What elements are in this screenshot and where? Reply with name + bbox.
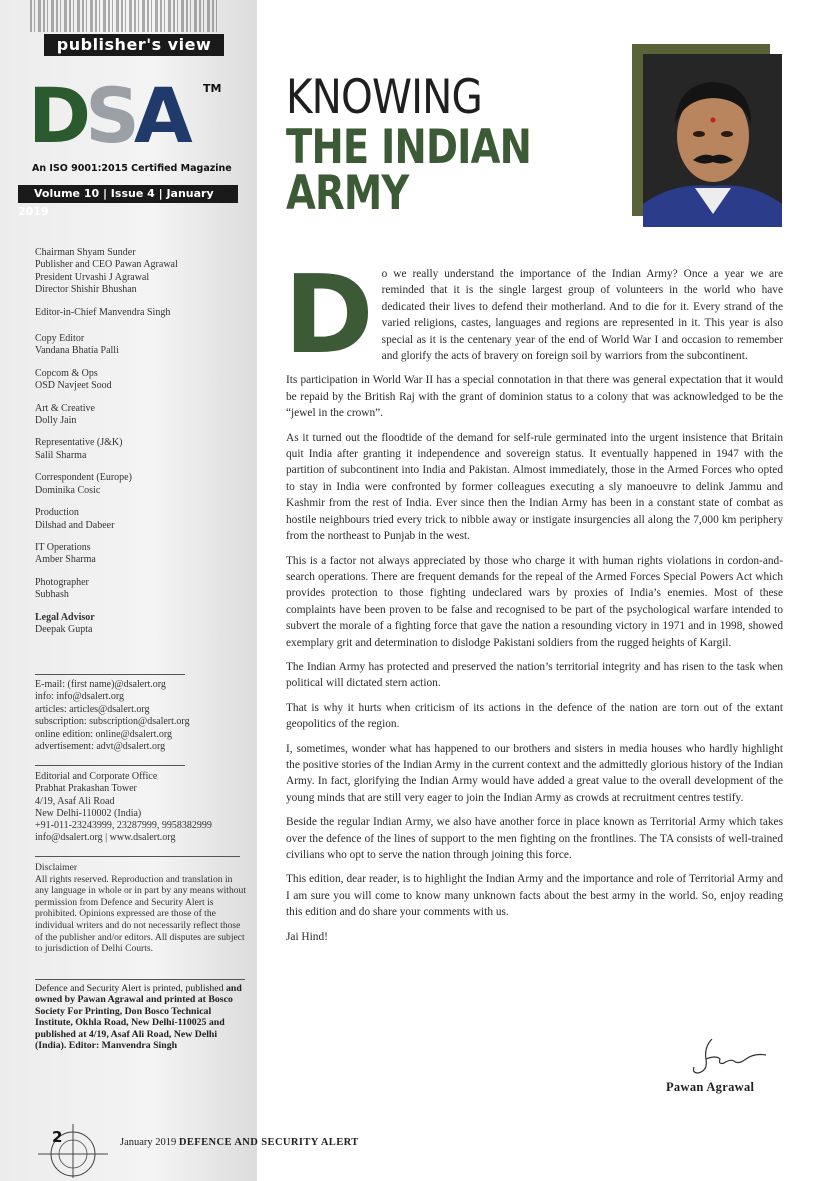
logo-letter-s: S xyxy=(85,71,134,160)
section-label: publisher's view xyxy=(44,34,224,56)
article-body xyxy=(284,253,783,953)
article-paragraph: I, sometimes, wonder what has happened to our brothers and sisters in media houses who hardly highlight the positive stories of the Indian Army in the current context and the admittedly glorious history of the Indian Army. In fact, glorifying the Indian Army would have added a great value to the overall development of the young minds that are still very eager to join the Indian Army as crowds at recruitment centres testify. xyxy=(286,742,783,804)
contact-list xyxy=(35,679,245,753)
role-name: Subhash xyxy=(35,589,69,601)
article-paragraph: Its participation in World War II has a special connotation in that there was general expectation that it would be repaid by the British Raj with the grant of dominion status to a colony that was acknowledged to be the “jewel in the crown”. xyxy=(286,374,783,420)
role-group xyxy=(35,472,235,497)
staff-line: Chairman Shyam Sunder xyxy=(35,247,136,258)
signature-mark xyxy=(690,1035,770,1077)
office-line: Editorial and Corporate Office xyxy=(35,771,158,782)
role-group xyxy=(35,333,235,358)
article-paragraph: This edition, dear reader, is to highlight the Indian Army and the importance and role of Territorial Army and I am sure you will come to know many unknown facts about the best army in the world. So, enjoy reading this edition and do share your comments with us. xyxy=(286,873,783,919)
role-title: Representative (J&K) xyxy=(35,437,123,449)
staff-line: Publisher and CEO Pawan Agrawal xyxy=(35,259,178,271)
role-title: Legal Advisor xyxy=(35,611,95,623)
role-title: Production xyxy=(35,507,79,519)
role-name: Deepak Gupta xyxy=(35,623,93,635)
article-title-line-2: THE INDIAN xyxy=(286,120,532,175)
staff-line: Director Shishir Bhushan xyxy=(35,284,137,296)
contact-line: info: info@dsalert.org xyxy=(35,691,125,703)
barcode xyxy=(30,0,220,32)
trademark-mark: TM xyxy=(203,82,222,95)
article-paragraph: Beside the regular Indian Army, we also have another force in place known as Territorial Army which takes over the defence of the lines of support to the men fighting on the frontlines. The TA consists of well-trained civilians who opt to serve the nation through joining this force. xyxy=(286,816,783,861)
role-title: Correspondent (Europe) xyxy=(35,472,132,484)
editor-group xyxy=(35,307,235,319)
office-line: Prabhat Prakashan Tower xyxy=(35,783,137,795)
contact-line: online edition: online@dsalert.org xyxy=(35,728,173,740)
role-name: Dominika Cosic xyxy=(35,484,101,496)
office-line: info@dsalert.org | www.dsalert.org xyxy=(35,832,176,844)
issue-bar: Volume 10 | Issue 4 | January 2019 xyxy=(18,185,238,203)
article-paragraph-text: o we really understand the importance of the Indian Army? Once a year we are reminded that it is the single largest group of volunteers in the world who have dedicated their lives to defend their motherland. And to die for it. Every strand of the varied religions, castes, languages and regions are represented in it. This year is also special as it is the centenary year of the end of World War I and occasion to remember and glorify the acts of bravery on foreign soil by warriors from the subcontinent. xyxy=(381,268,783,363)
print-credits-lead: Defence and Security Alert is printed, published xyxy=(35,983,224,994)
role-name: OSD Navjeet Sood xyxy=(35,380,112,392)
role-name: Amber Sharma xyxy=(35,554,96,566)
article-paragraph: This is a factor not always appreciated by those who charge it with human rights violations in cordon-and-search operations. There are frequent demands for the repeal of the Armed Forces Special Powers Act which provides protection to those fighting undeclared wars by proxies of India’s enemies. Most of these complaints have been proven to be false and recognised to be part of the psychological warfare intended to subvert the morale of a fighting force that gave the nation a resounding victory in 1971 and in 1998, showed exemplary grit and determination to dislodge Pakistani soldiers from the rugged heights of Kargil. xyxy=(286,554,783,649)
role-group xyxy=(35,437,235,462)
print-credits-bold: and owned by Pawan Agrawal and printed at Bosco Society For Printing, Don Bosco Technical Institute, Okhla Road, New Delhi-110025 and published at 4/19, Asaf Ali Road, New Delhi (India). Editor: Manvendra Singh xyxy=(35,983,242,1052)
role-group xyxy=(35,577,235,602)
role-group xyxy=(35,368,235,393)
article-paragraph: That is why it hurts when criticism of its actions in the defence of the nation are torn out of the extant geopolitics of the region. xyxy=(286,701,783,731)
role-name: Salil Sharma xyxy=(35,449,87,461)
editor-in-chief: Editor-in-Chief Manvendra Singh xyxy=(35,306,171,318)
staff-line: President Urvashi J Agrawal xyxy=(35,271,150,283)
article-paragraph: Jai Hind! xyxy=(286,930,328,943)
role-name: Dolly Jain xyxy=(35,415,77,427)
divider xyxy=(35,765,185,766)
logo-letter-a: A xyxy=(133,71,187,160)
disclaimer-heading: Disclaimer xyxy=(35,862,78,873)
author-signature-name: Pawan Agrawal xyxy=(666,1080,755,1094)
dsa-logo xyxy=(28,71,228,160)
contact-line: E-mail: (first name)@dsalert.org xyxy=(35,679,166,690)
contact-line: advertisement: advt@dsalert.org xyxy=(35,741,166,753)
role-title: Copcom & Ops xyxy=(35,367,98,379)
article-title-line-1: KNOWING xyxy=(286,70,482,125)
drop-cap: D xyxy=(284,253,374,378)
disclaimer xyxy=(35,862,247,955)
divider xyxy=(35,856,240,857)
article-paragraph xyxy=(284,253,783,378)
role-group xyxy=(35,542,235,567)
role-title: Art & Creative xyxy=(35,402,95,414)
office-line: New Delhi-110002 (India) xyxy=(35,807,142,819)
role-title: IT Operations xyxy=(35,541,91,553)
role-title: Photographer xyxy=(35,576,89,588)
logo-letter-d: D xyxy=(28,71,86,160)
staff-list xyxy=(35,247,235,646)
role-group xyxy=(35,507,235,532)
role-group xyxy=(35,612,235,637)
contact-line: articles: articles@dsalert.org xyxy=(35,703,150,715)
role-name: Dilshad and Dabeer xyxy=(35,519,115,531)
crosshair-icon xyxy=(38,1118,108,1178)
office-line: 4/19, Asaf Ali Road xyxy=(35,795,115,807)
office-line: +91-011-23243999, 23287999, 9958382999 xyxy=(35,820,212,832)
article-paragraph: As it turned out the floodtide of the demand for self-rule germinated into the urgent insistence that Britain quit India after granting it independence and sovereign status. It eventually happened in 1947 with the partition of subcontinent into India and Pakistan. Almost immediately, those in the Armed Forces who opted to stay in India were confronted by former colleagues executing a sly manoeuvre to delink Jammu and Kashmir from the rest of India. Ever since then the Indian Army has been in a constant state of combat as hostile neighbours tried every trick to nibble away or instigate insurgencies all along the 7,000 km periphery from the northeast to Punjab in the west. xyxy=(286,431,783,543)
iso-certification: An ISO 9001:2015 Certified Magazine xyxy=(32,163,232,174)
footer-publication: DEFENCE AND SECURITY ALERT xyxy=(178,1137,359,1148)
author-photo xyxy=(643,54,782,227)
article-title-line-3: ARMY xyxy=(286,166,409,221)
role-title: Copy Editor xyxy=(35,333,85,345)
print-credits xyxy=(35,983,250,1051)
article-paragraph: The Indian Army has protected and preserved the nation’s territorial integrity and has risen to the task when political will dictated stern action. xyxy=(286,660,783,690)
divider xyxy=(35,979,245,980)
office-address xyxy=(35,771,245,845)
footer-line xyxy=(120,1137,359,1148)
role-name: Vandana Bhatia Palli xyxy=(35,345,119,357)
disclaimer-text: All rights reserved. Reproduction and translation in any language in whole or in part by any means without permission from Defence and Security Alert is prohibited. Opinions expressed are those of the individual writers and do not necessarily reflect those of the publisher and/or editors. All disputes are subject to jurisdiction of Delhi Courts. xyxy=(35,873,247,955)
divider xyxy=(35,674,185,675)
role-group xyxy=(35,403,235,428)
footer-date: January 2019 xyxy=(120,1137,177,1148)
page-number: 2 xyxy=(52,1128,63,1146)
contact-line: subscription: subscription@dsalert.org xyxy=(35,716,190,728)
leadership-group xyxy=(35,247,235,297)
author-portrait-image xyxy=(643,54,782,227)
